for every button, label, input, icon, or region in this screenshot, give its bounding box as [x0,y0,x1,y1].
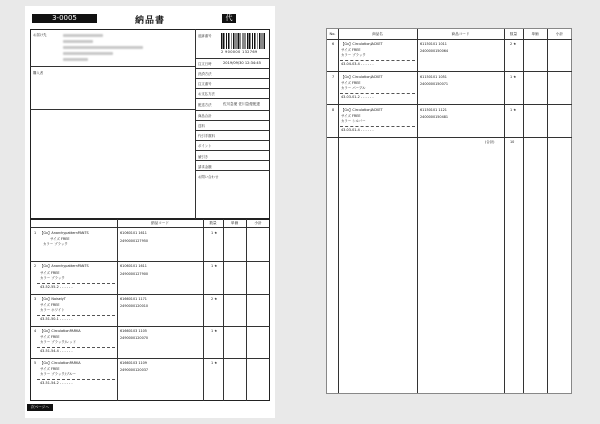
item-name: 【Gx】NoiselyT [40,297,66,301]
item-qty: 1 ★ [211,361,218,365]
item-sku: 43-51-50-1 - - - - - - [40,317,73,321]
col-header-code: 納品コード [151,221,169,225]
item-code: 61150101 1121 [420,108,447,112]
item-color: カラー シルバー [341,119,366,123]
right-col-code: 商品コード [451,32,470,36]
col-header-subtotal: 小計 [254,221,262,225]
item-name: 【Gx】CirculationJACKET [341,75,383,79]
row-number: 2 [34,264,37,268]
row-number: 7 [332,75,335,79]
item-sku: 43-51-54-2 - - - - - - [40,381,73,385]
item-name: 【Gx】CirculationJACKET [341,42,383,46]
right-col-no: No. [329,32,336,36]
item-qty: 1 ★ [510,108,517,112]
item-name: 【Gx】AnarchypatternPANTS [40,264,89,268]
item-color: カラー ブラック [341,53,366,57]
shipping-fee-label: 送料 [198,124,205,128]
item-qty: 1 ★ [211,329,218,333]
row-number: 4 [34,329,37,333]
item-jan: 2400000150064 [420,49,449,53]
shipping-method-label: 配送方法 [198,103,212,107]
item-jan: 2400000150071 [420,82,449,86]
point-label: ポイント [198,144,212,148]
subtotal-label: 商品合計 [198,114,212,118]
right-col-qty: 数量 [509,32,518,36]
col-header-price: 単価 [230,221,239,225]
item-qty: 1 ★ [510,75,517,79]
item-color: カラー ブラック/レッド [40,340,77,344]
item-code: 61660103 1109 [120,361,147,365]
status-label: 決済方法 [198,72,212,76]
tracking-label: 追跡番号 [198,34,212,38]
item-color: カラー ホワイト [40,308,65,312]
item-code: 61150101 1051 [420,75,447,79]
item-size: サイズ FREE [40,303,60,307]
item-size: サイズ FREE [40,335,60,339]
order-date-label: 注文日時 [198,62,212,66]
item-name: 【Gx】CirculationPARKA [40,361,81,365]
total-qty: 10 [510,140,515,144]
item-jan: 2490000120070 [120,336,149,340]
next-page-tag: 次ページへ [27,404,53,411]
item-jan: 2490000127900 [120,272,149,276]
item-color: カラー ブラック [40,276,65,280]
item-color: カラー パープル [341,86,366,90]
item-code: 61660101 1171 [120,297,147,301]
delivery-slip-page-1 [25,6,275,418]
barcode-number: 2 900000 132769 [221,50,258,54]
billing-amount-label: 請求金額 [198,165,212,169]
item-jan: 2490000120010 [120,304,149,308]
row-number: 6 [332,42,335,46]
right-col-price: 単価 [531,32,539,36]
col-header-qty: 数量 [209,221,217,225]
item-sku: 43-04-03-4 - - - - - - [341,62,374,66]
buyer-label: 購入者 [33,71,44,75]
row-number: 1 [34,231,37,235]
item-code: 61150101 1011 [420,42,447,46]
barcode-image [221,33,265,49]
item-name: 【Gx】AnarchypatternPANTS [40,231,89,235]
delivery-slip-page-2 [326,28,572,394]
right-col-name: 商品名 [372,32,383,36]
item-name: 【Gx】CirculationPARKA [40,329,81,333]
slip-code: 3-0005 [32,14,97,23]
item-sku: 43-03-01-2 - - - - - - [341,95,374,99]
item-code: 61060101 1611 [120,231,147,235]
item-qty: 2 ★ [510,42,517,46]
item-code: 61060101 1611 [120,264,147,268]
item-size: サイズ FREE [40,367,60,371]
discount-label: 値引き [198,155,209,159]
item-name: 【Gx】CirculationJACKET [341,108,383,112]
item-sku: 43-51-54-4 - - - - - - [40,349,73,353]
item-color: カラー ブラック/ブルー [40,372,76,376]
order-number-label: 注文番号 [198,82,212,86]
shipping-method: 佐川急便 佐川急便配達 [223,102,261,106]
row-number: 3 [34,297,37,301]
item-size: サイズ FREE [341,114,361,118]
contact-label: お問い合わせ [198,175,219,179]
cod-mark: 代 [222,14,236,23]
cod-fee-label: 代引手数料 [198,134,215,138]
item-qty: 1 ★ [211,231,218,235]
item-sku: 43-03-01-4 - - - - - - [341,128,374,132]
row-number: 5 [34,361,37,365]
item-jan: 2400000150481 [420,115,449,119]
row-number: 8 [332,108,335,112]
item-jan: 2490000127950 [120,239,149,243]
document-title: 納品書 [135,16,166,26]
item-jan: 2490000120037 [120,368,149,372]
item-size: サイズ FREE [50,237,70,241]
item-code: 61660103 1105 [120,329,147,333]
item-size: サイズ FREE [341,48,361,52]
item-size: サイズ FREE [341,81,361,85]
payment-method-label: お支払方法 [198,92,215,96]
item-size: サイズ FREE [40,271,60,275]
recipient-label: お届け先 [33,33,47,37]
item-sku: 43-52-55-2 - - - - - - [40,285,73,289]
order-date: 2019/09/30 12:34:45 [223,61,261,65]
item-qty: 2 ★ [211,297,218,301]
item-qty: 1 ★ [211,264,218,268]
item-color: カラー ブラック [43,242,68,246]
right-col-subtotal: 小計 [555,32,564,36]
total-label: (合計) [485,140,495,144]
recipient-redacted [63,34,103,37]
